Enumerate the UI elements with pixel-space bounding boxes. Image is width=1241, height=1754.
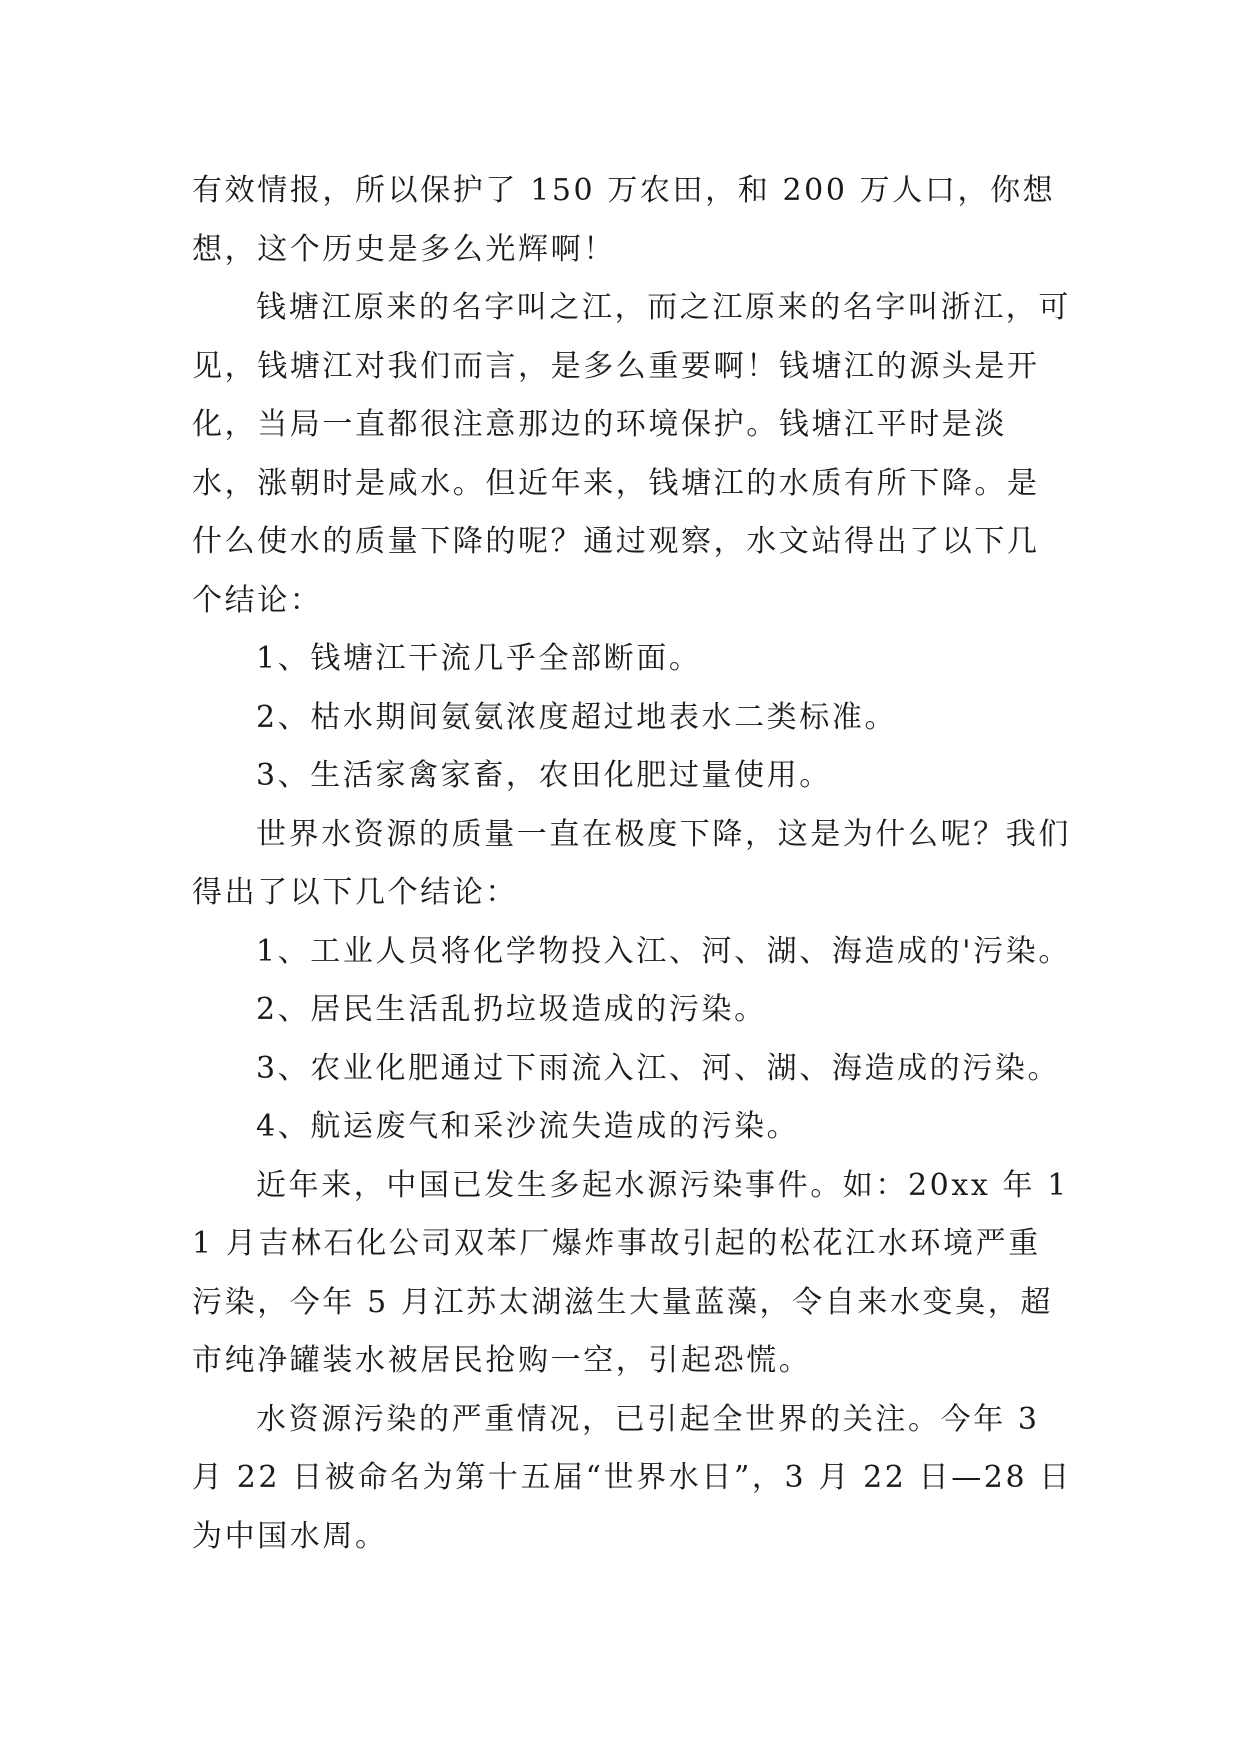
list-item: 1、钱塘江干流几乎全部断面。 (256, 641, 702, 676)
list-item: 4、航运废气和采沙流失造成的污染。 (256, 1109, 800, 1144)
paragraph: 世界水资源的质量一直在极度下降，这是为什么呢？我们得出了以下几个结论： (192, 816, 1071, 910)
document-body (192, 162, 1072, 1566)
list-item: 2、居民生活乱扔垃圾造成的污染。 (256, 992, 767, 1027)
list-item: 2、枯水期间氨氨浓度超过地表水二类标准。 (256, 699, 898, 735)
list-item: 3、生活家禽家畜，农田化肥过量使用。 (256, 758, 832, 793)
list-item: 1、工业人员将化学物投入江、河、湖、海造成的'污染。 (256, 933, 1071, 969)
paragraph: 近年来，中国已发生多起水源污染事件。如：20xx 年 11 月吉林石化公司双苯厂爆炸事故引起的松花江水环境严重污染，今年 5 月江苏太湖滋生大量蓝藻，令自来水变臭，超市纯净罐装水被居民抢购一空，引起恐慌。 (192, 1167, 1069, 1378)
paragraph: 有效情报，所以保护了 150 万农田，和 200 万人口，你想想，这个历史是多么光辉啊！ (192, 173, 1056, 267)
paragraph: 钱塘江原来的名字叫之江，而之江原来的名字叫浙江，可见，钱塘江对我们而言，是多么重要啊！钱塘江的源头是开化，当局一直都很注意那边的环境保护。钱塘江平时是淡水，涨朝时是咸水。但近年来，钱塘江的水质有所下降。是什么使水的质量下降的呢？通过观察，水文站得出了以下几个结论： (192, 290, 1071, 618)
list-item: 3、农业化肥通过下雨流入江、河、湖、海造成的污染。 (256, 1050, 1061, 1086)
paragraph: 水资源污染的严重情况，已引起全世界的关注。今年 3 月 22 日被命名为第十五届“世界水日”，3 月 22 日—28 日为中国水周。 (192, 1401, 1072, 1554)
